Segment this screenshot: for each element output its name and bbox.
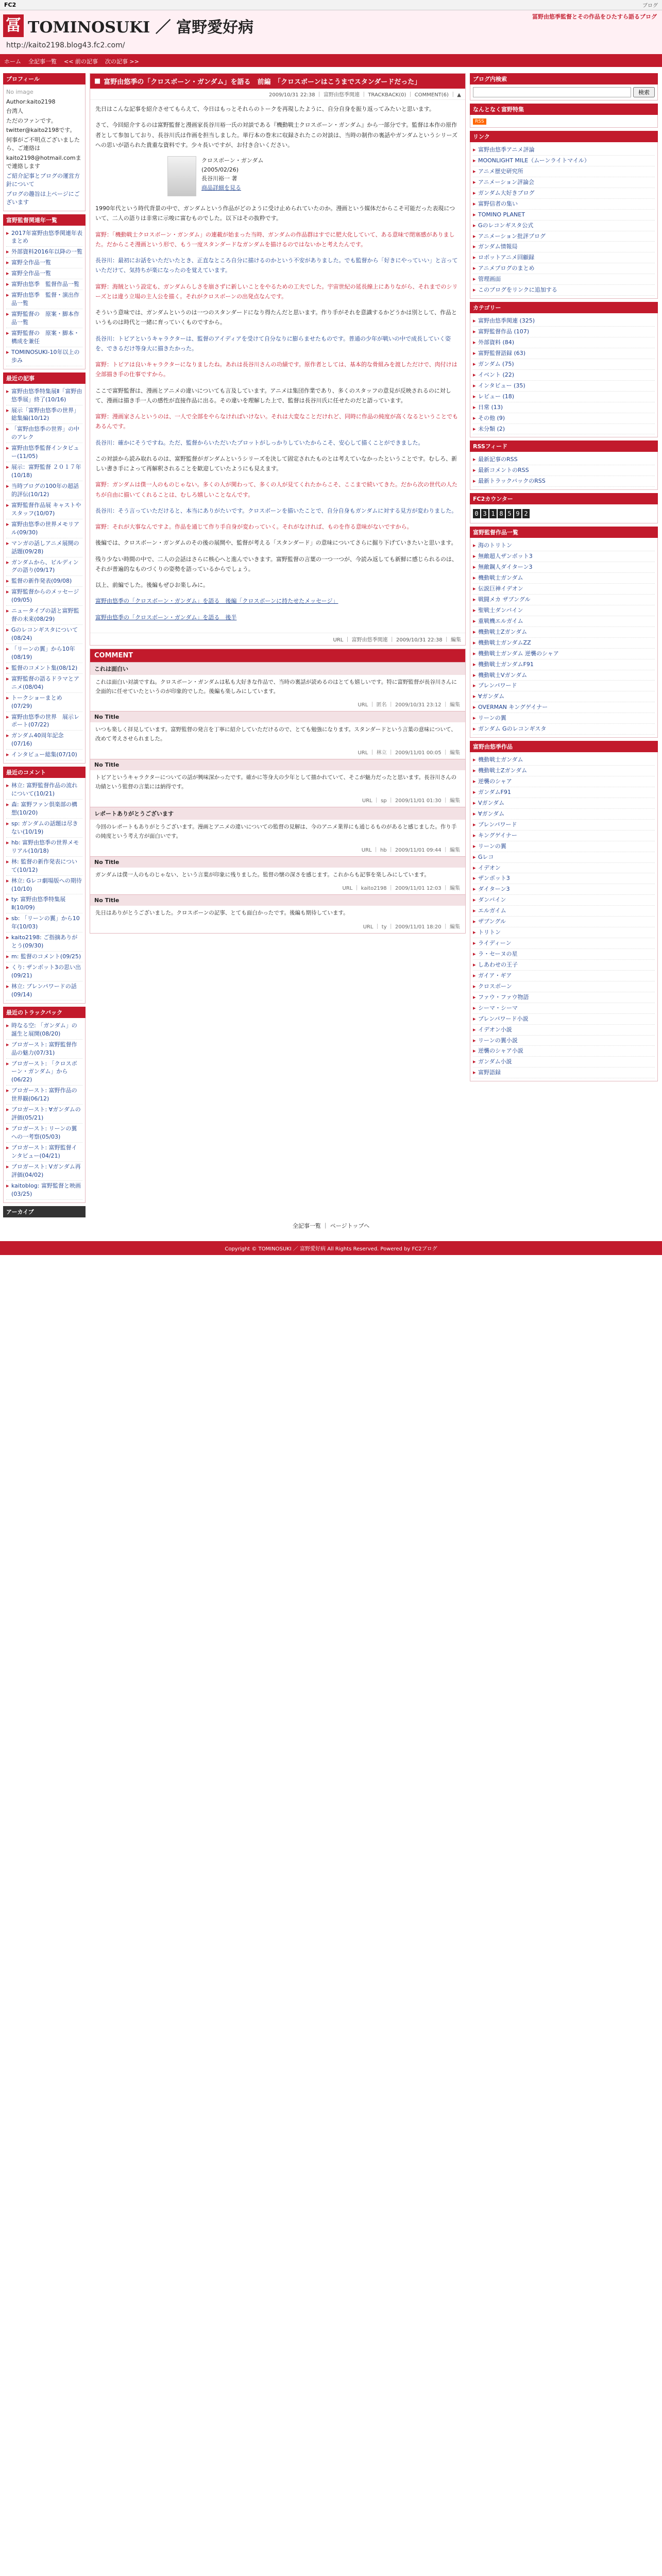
entry-paragraph: 後編では、クロスボーン・ガンダムのその後の展開や、監督が考える「スタンダード」の意味についてさらに掘り下げていきたいと思います。: [95, 539, 457, 547]
profile-box: [3, 84, 86, 211]
comment-body: 先日はありがとうございました。クロスボーンの記事、とても面白かったです。後編も期待しています。: [95, 910, 349, 917]
recent-item[interactable]: ▸ 外部資料2016年以降の一覧: [6, 247, 82, 258]
trackback-item[interactable]: ▸ ブロガースト: Vガンダム再評価(04/02): [6, 1162, 82, 1181]
related-work-item[interactable]: ▸ リーンの翼: [473, 841, 655, 852]
related-work-item[interactable]: ▸ イデオン小説: [473, 1025, 655, 1036]
counter-digit: 2: [522, 509, 530, 518]
work-item[interactable]: ▸ 無敵超人ザンボット3: [473, 551, 655, 562]
recent-item[interactable]: ▸ 富野全作品一覧: [6, 268, 82, 279]
latest-entry-item[interactable]: ▸ 当時ブログの100年の超話的評伝(10/12): [6, 481, 82, 500]
trackbacks-heading: 最近のトラックバック: [3, 1007, 86, 1018]
comment-heading: COMMENT: [90, 649, 465, 662]
entry-title[interactable]: 富野由悠季の「クロスボーン・ガンダム」を語る 前編 「クロスボーンはこうまでスタンダードだった」: [104, 78, 421, 86]
entry-paragraph: 残り少ない時間の中で、二人の会話はさらに核心へと進んでいきます。富野監督の言葉の一つ一つが、今読み返しても新鮮に感じられるのは、それが普遍的なものづくりの姿勢を語っているからでしょう。: [95, 555, 457, 572]
category-item[interactable]: ▸ その他 (9): [473, 413, 655, 424]
right-sidebar: [470, 70, 658, 1217]
latest-entry-item[interactable]: ▸ 富野監督の語るドラマとアニメ(08/04): [6, 674, 82, 693]
work-item[interactable]: ▸ 機動戦士ガンダムF91: [473, 659, 655, 670]
link-item[interactable]: ▸ 富野信者の集い: [473, 199, 655, 210]
latest-entry-item[interactable]: ▸ トークショーまとめ(07/29): [6, 693, 82, 712]
trackback-item[interactable]: ▸ ブロガースト: 「クロスボーン・ガンダム」から(06/22): [6, 1059, 82, 1086]
recent-item[interactable]: ▸ 2017年富野由悠季関連年表まとめ: [6, 228, 82, 247]
entry-paragraph: 以上、前編でした。後編もぜひお楽しみに。: [95, 582, 209, 588]
link-item[interactable]: ▸ アニメブログのまとめ: [473, 263, 655, 274]
recent-box: [3, 226, 86, 369]
comment-meta[interactable]: URL ｜ sp ｜ 2009/11/01 01:30 ｜ 編集: [362, 798, 460, 804]
recent-item[interactable]: ▸ TOMINOSUKI-10年以上の歩み: [6, 347, 82, 366]
recent-comment-item[interactable]: ▸ hb: 富野由悠季の世界メモリアル(10/18): [6, 838, 82, 857]
rssfeed-item[interactable]: ▸ 最新コメントのRSS: [473, 465, 655, 476]
work-item[interactable]: ▸ 機動戦士Vガンダム: [473, 670, 655, 681]
comment-body: ガンダムは僕一人のものじゃない、という言葉が印象に残りました。監督の懐の深さを感じます。これからも記事を楽しみにしています。: [95, 871, 430, 878]
comment-title: これは面白い: [90, 662, 465, 675]
related-work-item[interactable]: ▸ Gレコ: [473, 852, 655, 863]
link-item[interactable]: ▸ アニメーション批評ブログ: [473, 231, 655, 242]
category-item[interactable]: ▸ 未分類 (2): [473, 424, 655, 435]
entry-paragraph: さて、今回紹介するのは富野監督と漫画家長谷川裕一氏の対談である『機動戦士クロスボーン・ガンダム』から一部分です。監督は本作の原作者として参加しており、長谷川氏は作画を担当しました。単行本の巻末に収録されたこの対談は、当時の制作の裏話やガンダムというシリーズへの思いが語られた貴重な資料です。少々長いですが、お付き合いください。: [95, 122, 458, 148]
counter-digit: 5: [506, 509, 513, 518]
entry-paragraph: 先日はこんな記事を紹介させてもらえて、今日はもっとそれらのトークを再現したように、自分自身を振り返ってみたいと思います。: [95, 106, 435, 112]
rssfeed-list: [473, 454, 655, 487]
left-sidebar: [3, 70, 86, 1217]
book-cover-image[interactable]: [167, 156, 196, 196]
comment-title: レポートありがとうございます: [90, 807, 465, 820]
comment-title: No Title: [90, 894, 465, 906]
entry-paragraph: 富野：「機動戦士クロスボーン・ガンダム」の連載が始まった当時、ガンダムの作品群はすでに肥大化していて、ある意味で閉塞感がありました。だからこそ漫画という形で、もう一度スタンダードなガンダムを描けるのではないかと考えたんです。: [95, 231, 455, 248]
recent-item[interactable]: ▸ 富野由悠季 監督・演出作品一覧: [6, 290, 82, 309]
category-item[interactable]: ▸ イベント (22): [473, 370, 655, 381]
entry-body: [90, 100, 465, 633]
counter-digit: 9: [514, 509, 521, 518]
related-work-item[interactable]: ▸ ラ・セーヌの星: [473, 949, 655, 960]
entry-paragraph: 富野：それが大事なんですよ。作品を通じて作り手自身が変わっていく。それがなければ、ものを作る意味がないですから。: [95, 523, 413, 530]
comment-meta[interactable]: URL ｜ hb ｜ 2009/11/01 09:44 ｜ 編集: [361, 847, 460, 853]
entry-paragraph: 1990年代という時代背景の中で、ガンダムという作品がどのように受け止められていたのか。漫画という媒体だからこそ可能だった表現について、二人の語りは非常に示唆に富むものでした。以下はその抜粋です。: [95, 205, 455, 222]
profile-link[interactable]: ご紹介記事とブログの運営方針について: [6, 172, 80, 188]
work-item[interactable]: ▸ 戦闘メカ ザブングル: [473, 595, 655, 605]
work-item[interactable]: ▸ OVERMAN キングゲイナー: [473, 702, 655, 713]
recent-comment-item[interactable]: ▸ sb: 「リーンの翼」から10年(10/03): [6, 913, 82, 933]
book-title[interactable]: クロスボーン・ガンダム: [201, 157, 264, 164]
work-item[interactable]: ▸ 無敵鋼人ダイターン3: [473, 562, 655, 573]
link-item[interactable]: ▸ ガンダム大好きブログ: [473, 188, 655, 199]
profile-line: ただのファンです。: [6, 117, 57, 124]
recent-heading: 富野監督関連年一覧: [3, 214, 86, 226]
entry-paragraph: 長谷川：最初にお話をいただいたとき、正直なところ自分に描けるのかという不安がありました。でも監督から「好きにやっていい」と言っていただけて、気持ちが楽になったのを覚えています。: [95, 257, 458, 274]
category-item[interactable]: ▸ 富野監督作品 (107): [473, 327, 655, 337]
trackback-item[interactable]: ▸ kaitoblog: 富野監督と映画(03/25): [6, 1181, 82, 1200]
book-author: 長谷川裕一 著: [201, 175, 237, 182]
related-work-item[interactable]: ▸ ザブングル: [473, 917, 655, 927]
latest-entry-item[interactable]: ▸ 監督のコメント集(08/12): [6, 663, 82, 674]
nav-bar: [0, 56, 662, 67]
rssfeed-item[interactable]: ▸ 最新記事のRSS: [473, 454, 655, 465]
comment-body: これは面白い対談ですね。クロスボーン・ガンダムは私も大好きな作品で、当時の裏話が読めるのはとても嬉しいです。特に富野監督が長谷川さんに全面的に任せていたというのが印象的でした。後編も楽しみにしています。: [95, 679, 457, 694]
related-heading: 富野由悠季作品: [470, 741, 658, 752]
related-work-item[interactable]: ▸ イデオン: [473, 863, 655, 874]
work-item[interactable]: ▸ 機動戦士ガンダム 逆襲のシャア: [473, 649, 655, 659]
blog-catchphrase: 冨野由悠季監督とその作品をひたすら語るブログ: [532, 13, 657, 20]
links-box: [470, 142, 658, 299]
entry-meta: 2009/10/31 22:38 ｜ 富野由悠季関連 ｜ TRACKBACK(0) ｜ COMMENT(6) ｜ ▲: [90, 89, 465, 100]
comment-list: [90, 662, 465, 933]
rss-icon[interactable]: RSS: [473, 118, 486, 125]
latest-entry-item[interactable]: ▸ 展示：富野監督 ２０１７年(10/18): [6, 462, 82, 481]
related-work-item[interactable]: ▸ しあわせの王子: [473, 960, 655, 971]
related-work-item[interactable]: ▸ Vガンダム: [473, 798, 655, 809]
related-work-item[interactable]: ▸ ブレンパワード: [473, 820, 655, 831]
work-item[interactable]: ▸ 機動戦士Ζガンダム: [473, 627, 655, 638]
latest-entry-item[interactable]: ▸ 富野由悠季の世界メモリアル(09/30): [6, 519, 82, 538]
entry-title-bar: [90, 74, 465, 89]
works-heading: 富野監督作品一覧: [470, 527, 658, 538]
comments-heading: 最近のコメント: [3, 767, 86, 778]
related-work-item[interactable]: ▸ ダイターン3: [473, 884, 655, 895]
latest-entry-item[interactable]: ▸ インタビュー総集(07/10): [6, 750, 82, 760]
recent-item[interactable]: ▸ 富野監督の 原案・脚本作品一覧: [6, 309, 82, 328]
comment-meta[interactable]: URL ｜ 林立 ｜ 2009/11/01 00:05 ｜ 編集: [358, 750, 460, 756]
rssfeed-item[interactable]: ▸ 最新トラックバックのRSS: [473, 476, 655, 487]
categories-box: [470, 313, 658, 437]
link-item[interactable]: ▸ 富野由悠季アニメ評論: [473, 145, 655, 156]
latest-entry-item[interactable]: ▸ マンガの話しアニメ展開の話題(09/28): [6, 538, 82, 557]
latest-entry-item[interactable]: ▸ 富野由悠季監督インタビュー(11/05): [6, 443, 82, 462]
recent-comment-item[interactable]: ▸ 森: 富野ファン倶楽部の構想(10/20): [6, 800, 82, 819]
recent-comment-item[interactable]: ▸ ty: 富野由悠季特集展Ⅱ(10/09): [6, 894, 82, 913]
comment-section: [90, 649, 466, 934]
blog-search-box: [470, 84, 658, 100]
latest-entry-item[interactable]: ▸ ガンダムから、ビルディングの語り(09/17): [6, 557, 82, 577]
latest-entry-item[interactable]: ▸ 監督の新作発表(09/08): [6, 576, 82, 587]
trackback-item[interactable]: ▸ ブロガースト: リーンの翼への一考察(05/03): [6, 1124, 82, 1143]
trackback-item[interactable]: ▸ 時なる空: 「ガンダム」の誕生と展開(08/20): [6, 1021, 82, 1040]
nav-prev-entry[interactable]: << 前の記事: [64, 58, 98, 65]
link-item[interactable]: ▸ アニメーション評論会: [473, 177, 655, 188]
work-item[interactable]: ▸ 聖戦士ダンバイン: [473, 605, 655, 616]
recent-item[interactable]: ▸ 富野由悠季 監督作品一覧: [6, 279, 82, 290]
pager[interactable]: 全記事一覧 ｜ ページトップへ: [292, 1222, 370, 1229]
related-work-item[interactable]: ▸ ライディーン: [473, 938, 655, 949]
latest-entry-item[interactable]: ▸ 富野由悠季特集展Ⅱ「富野由悠季展」終了(10/16): [6, 386, 82, 405]
work-item[interactable]: ▸ リーンの翼: [473, 713, 655, 724]
latest-entry-item[interactable]: ▸ 富野由悠季の世界 展示レポート(07/22): [6, 712, 82, 731]
book-date: (2005/02/26): [201, 166, 239, 173]
related-work-item[interactable]: ▸ ザンボット3: [473, 873, 655, 884]
entry-paragraph: 富野：トビアは良いキャラクターになりましたね。あれは長谷川さんの功績です。原作者としては、基本的な骨組みを渡しただけで、肉付けは全部描き手の仕事ですから。: [95, 361, 457, 378]
rss-heading: なんとなく富野特集: [470, 104, 658, 115]
book-card: [167, 156, 460, 196]
fc2-tagline[interactable]: ブログ: [642, 3, 658, 9]
related-box: [470, 752, 658, 1081]
comments-list: [6, 781, 82, 1001]
comment-body: トビアというキャラクターについての話が興味深かったです。確かに等身大の少年として描かれていて、そこが魅力だったと思います。長谷川さんの功績という監督の言葉には納得です。: [95, 774, 457, 790]
link-item[interactable]: ▸ ガンダム情報局: [473, 242, 655, 252]
counter-heading: FC2カウンター: [470, 493, 658, 504]
work-item[interactable]: ▸ 海のトリトン: [473, 540, 655, 551]
related-work-item[interactable]: ▸ 機動戦士Ζガンダム: [473, 766, 655, 776]
work-item[interactable]: ▸ 伝説巨神イデオン: [473, 584, 655, 595]
trackback-item[interactable]: ▸ ブロガースト: 富野作品の世界観(06/12): [6, 1086, 82, 1105]
recent-comment-item[interactable]: ▸ 林立: Gレコ劇場版への期待(10/10): [6, 876, 82, 895]
comment-title: No Title: [90, 856, 465, 868]
nav-all-entries[interactable]: 全記事一覧: [28, 58, 57, 65]
work-item[interactable]: ▸ 機動戦士ガンダム: [473, 573, 655, 584]
related-work-item[interactable]: ▸ キングゲイナー: [473, 831, 655, 841]
trackbacks-box: [3, 1018, 86, 1203]
blog-search-input[interactable]: [473, 87, 631, 97]
links-heading: リンク: [470, 131, 658, 142]
latest-box: [3, 384, 86, 764]
counter-digit: 8: [498, 509, 505, 518]
blog-search-heading: ブログ内検索: [470, 73, 658, 84]
fc2-bar: [0, 0, 662, 10]
recent-comment-item[interactable]: ▸ sp: ガンダムの話題は尽きない(10/19): [6, 819, 82, 838]
comment-meta[interactable]: URL ｜ ty ｜ 2009/11/01 18:20 ｜ 編集: [363, 924, 460, 930]
related-work-item[interactable]: ▸ 逆襲のシャア: [473, 776, 655, 787]
related-work-item[interactable]: ▸ 逆襲のシャア小説: [473, 1046, 655, 1057]
profile-line: 何事がご不明点ございましたら、ご連絡は: [6, 136, 80, 151]
blog-header: [0, 10, 662, 56]
related-work-item[interactable]: ▸ 機動戦士ガンダム: [473, 755, 655, 766]
entry-paragraph: 長谷川：トビアというキャラクターは、監督のアイディアを受けて自分なりに膨らませたものです。普通の少年が戦いの中で成長していく姿を、できるだけ等身大に描きたかった。: [95, 335, 451, 352]
related-work-item[interactable]: ▸ ファウ・ファウ物語: [473, 992, 655, 1003]
related-work-item[interactable]: ▸ ガンダムF91: [473, 787, 655, 798]
links-list: [473, 145, 655, 296]
recent-comment-item[interactable]: ▸ 林立: 富野監督作品の流れについて(10/21): [6, 781, 82, 800]
related-entry-link[interactable]: 富野由悠季の「クロスボーン・ガンダム」を語る 後半: [95, 614, 237, 621]
related-work-item[interactable]: ▸ ブレンパワード小説: [473, 1014, 655, 1025]
link-item[interactable]: ▸ ロボットアニメ回顧録: [473, 252, 655, 263]
link-item[interactable]: ▸ Gのレコンギスタ公式: [473, 221, 655, 231]
blog-logo-mark: 冨: [3, 14, 24, 37]
entry-icon: ■: [94, 77, 101, 85]
recent-list: [6, 228, 82, 366]
counter-digit: 0: [473, 509, 480, 518]
link-item[interactable]: ▸ TOMINO PLANET: [473, 210, 655, 221]
nav-next-entry[interactable]: 次の記事 >>: [105, 58, 139, 65]
profile-line: kaito2198@hotmail.comまで連絡します: [6, 154, 81, 170]
comment-meta[interactable]: URL ｜ kaito2198 ｜ 2009/11/01 12:03 ｜ 編集: [342, 886, 460, 892]
comment-meta[interactable]: URL ｜ 匿名 ｜ 2009/10/31 23:12 ｜ 編集: [358, 702, 460, 708]
categories-heading: カテゴリー: [470, 302, 658, 313]
works-list: [473, 540, 655, 735]
profile-line: 台湾人: [6, 108, 23, 114]
latest-entry-item[interactable]: ▸ ニュータイプの話と富野監督の未来(08/29): [6, 606, 82, 625]
latest-entry-item[interactable]: ▸ 「リーンの翼」から10年(08/19): [6, 644, 82, 663]
latest-entry-item[interactable]: ▸ 展示「富野由悠季の世界」総集編(10/12): [6, 405, 82, 425]
profile-line: twitter@kaito2198です。: [6, 127, 76, 133]
related-work-item[interactable]: ▸ ダンバイン: [473, 895, 655, 906]
category-item[interactable]: ▸ 富野監督語録 (63): [473, 348, 655, 359]
work-item[interactable]: ▸ ガンダム Gのレコンギスタ: [473, 724, 655, 735]
entry-paragraph: そういう意味では、ガンダムというのは一つのスタンダードになり得たんだと思います。作り手がそれを意識するかどうかは別として、作品というものは時代と一緒に育っていくものですから。: [95, 309, 457, 326]
related-work-item[interactable]: ▸ トリトン: [473, 927, 655, 938]
category-item[interactable]: ▸ レビュー (18): [473, 392, 655, 402]
latest-entry-item[interactable]: ▸ 富野監督作品展 キャストやスタッフ(10/07): [6, 500, 82, 519]
category-item[interactable]: ▸ 日常 (13): [473, 402, 655, 413]
link-item[interactable]: ▸ 管理画面: [473, 274, 655, 285]
link-item[interactable]: ▸ このブログをリンクに追加する: [473, 285, 655, 296]
related-work-item[interactable]: ▸ ガイア・ギア: [473, 971, 655, 981]
book-info: [201, 156, 263, 196]
latest-entry-item[interactable]: ▸ Gのレコンギスタについて(08/24): [6, 625, 82, 644]
category-item[interactable]: ▸ ガンダム (75): [473, 359, 655, 370]
category-item[interactable]: ▸ 外部資料 (84): [473, 337, 655, 348]
counter-digit: 1: [489, 509, 497, 518]
related-work-item[interactable]: ▸ リーンの翼小説: [473, 1036, 655, 1046]
recent-comment-item[interactable]: ▸ 林: 監督の新作発表について(10/12): [6, 857, 82, 876]
work-item[interactable]: ▸ ブレンパワード: [473, 681, 655, 691]
latest-entry-item[interactable]: ▸ 富野監督からのメッセージ(09/05): [6, 587, 82, 606]
latest-heading: 最近の記事: [3, 372, 86, 384]
trackbacks-list: [6, 1021, 82, 1200]
work-item[interactable]: ▸ 重戦機エルガイム: [473, 616, 655, 627]
comment-body: いつも楽しく拝見しています。富野監督の発言を丁寧に紹介していただけるので、とても勉強になります。スタンダードという言葉の意味について、改めて考えさせられました。: [95, 726, 456, 742]
recent-comment-item[interactable]: ▸ 林立: ブレンパワードの話(09/14): [6, 981, 82, 1001]
link-item[interactable]: ▸ アニメ歴史研究所: [473, 166, 655, 177]
related-work-item[interactable]: ▸ エルガイム: [473, 906, 655, 917]
rssfeed-heading: RSSフィード: [470, 440, 658, 452]
trackback-item[interactable]: ▸ ブロガースト: 富野監督インタビュー(04/21): [6, 1143, 82, 1162]
works-box: [470, 538, 658, 738]
profile-line: Author:kaito2198: [6, 98, 56, 105]
profile-image: No image: [6, 89, 33, 95]
related-list: [473, 755, 655, 1078]
rssfeed-box: [470, 452, 658, 490]
archives-heading[interactable]: アーカイブ: [3, 1206, 86, 1217]
counter-box: [470, 504, 658, 523]
recent-comment-item[interactable]: ▸ m: 監督のコメント(09/25): [6, 952, 82, 962]
counter-digit: 3: [481, 509, 488, 518]
categories-list: [473, 316, 655, 434]
recent-item[interactable]: ▸ 富野全作品一覧: [6, 258, 82, 268]
related-work-item[interactable]: ▸ ∀ガンダム: [473, 809, 655, 820]
comment-body: 今回のレポートもありがとうございます。漫画とアニメの違いについての監督の見解は、今のアニメ業界にも通じるものがあると感じました。作り手の純度という考え方が面白いです。: [95, 823, 457, 839]
trackback-item[interactable]: ▸ ブロガースト: ∀ガンダムの評価(05/21): [6, 1105, 82, 1124]
recent-comment-item[interactable]: ▸ kaito2198: ご指摘ありがとう(09/30): [6, 933, 82, 952]
visitor-counter: [473, 507, 655, 520]
blog-search-button[interactable]: 検索: [633, 87, 655, 97]
book-detail-link[interactable]: 商品詳細を見る: [201, 184, 241, 191]
related-work-item[interactable]: ▸ シーマ・シーマ: [473, 1003, 655, 1014]
rss-box: [470, 115, 658, 128]
work-item[interactable]: ▸ 機動戦士ガンダムΖΖ: [473, 638, 655, 649]
work-item[interactable]: ▸ ∀ガンダム: [473, 691, 655, 702]
comments-box: [3, 778, 86, 1004]
comment-title: No Title: [90, 711, 465, 722]
blog-url[interactable]: http://kaito2198.blog43.fc2.com/: [6, 41, 125, 49]
entry-footer: URL ｜ 富野由悠季関連 ｜ 2009/10/31 22:38 ｜ 編集: [90, 633, 465, 645]
profile-heading: プロフィール: [3, 73, 86, 84]
category-item[interactable]: ▸ インタビュー (35): [473, 381, 655, 392]
main-column: [90, 70, 466, 1217]
entry-paragraph: 富野：ガンダムは僕一人のものじゃない。多くの人が関わって、多くの人が見てくれたからこそ、ここまで続いてきた。だから次の世代の人たちが自由に描いてくれることは、むしろ嬉しいことなんです。: [95, 481, 458, 498]
profile-link[interactable]: ブログの趣旨は上ページにございます: [6, 190, 80, 206]
trackback-item[interactable]: ▸ ブロガースト: 富野監督作品の魅力(07/31): [6, 1040, 82, 1059]
related-work-item[interactable]: ▸ クロスボーン: [473, 981, 655, 992]
latest-entry-item[interactable]: ▸ 「富野由悠季の世界」の中のアレク: [6, 424, 82, 443]
entry-paragraph: ここで富野監督は、漫画とアニメの違いについても言及しています。アニメは集団作業であり、多くのスタッフの意見が反映されるのに対して、漫画は描き手一人の感性が直接作品に出る。その違いを理解した上で、監督は長谷川氏に任せたのだと語っています。: [95, 387, 451, 404]
entry-paragraph: この対談から読み取れるのは、富野監督がガンダムというシリーズを決して固定されたものとは考えていなかったということです。むしろ、新しい書き手によって再解釈されることを歓迎していたようにも見えます。: [95, 455, 457, 472]
entry-paragraph: 富野：海賊という設定も、ガンダムらしさを崩さずに新しいことをやるための工夫でした。宇宙世紀の延長線上にありながら、それまでのシリーズとは違う立場の主人公を描く。それがクロスボーンの出発点なんです。: [95, 283, 458, 300]
link-item[interactable]: ▸ MOONLIGHT MILE（ムーンライトマイル）: [473, 156, 655, 166]
entry-paragraph: 富野：漫画家さんというのは、一人で全部をやらなければいけない。それは大変なことだけれど、同時に作品の純度が高くなるということでもあるんです。: [95, 413, 458, 430]
blog-title[interactable]: TOMINOSUKI ／ 富野愛好病: [28, 19, 254, 37]
latest-entry-item[interactable]: ▸ ガンダム40周年記念(07/16): [6, 731, 82, 750]
recent-item[interactable]: ▸ 富野監督の 原案・脚本・構成を兼任: [6, 328, 82, 347]
related-work-item[interactable]: ▸ ガンダム小説: [473, 1057, 655, 1067]
comment-title: No Title: [90, 759, 465, 770]
related-work-item[interactable]: ▸ 富野語録: [473, 1067, 655, 1078]
category-item[interactable]: ▸ 富野由悠季関連 (325): [473, 316, 655, 327]
entry-paragraph: 長谷川：確かにそうですね。ただ、監督からいただいたプロットがしっかりしていたからこそ、安心して描くことができました。: [95, 439, 424, 446]
footer: Copyright © TOMINOSUKI ／ 富野愛好病 All Rights Reserved. Powered by FC2ブログ: [0, 1241, 662, 1255]
recent-comment-item[interactable]: ▸ くり: ザンボット3の思い出(09/21): [6, 962, 82, 981]
nav-home[interactable]: ホーム: [4, 58, 21, 65]
related-entry-link[interactable]: 富野由悠季の「クロスボーン・ガンダム」を語る 後編「クロスボーンに持たせたメッセージ」: [95, 598, 338, 605]
entry: [90, 73, 466, 646]
fc2-logo[interactable]: FC2: [4, 2, 16, 8]
entry-paragraph: 長谷川：そう言っていただけると、本当にありがたいです。クロスボーンを描いたことで、自分自身もガンダムに対する見方が変わりました。: [95, 507, 457, 514]
latest-list: [6, 386, 82, 761]
